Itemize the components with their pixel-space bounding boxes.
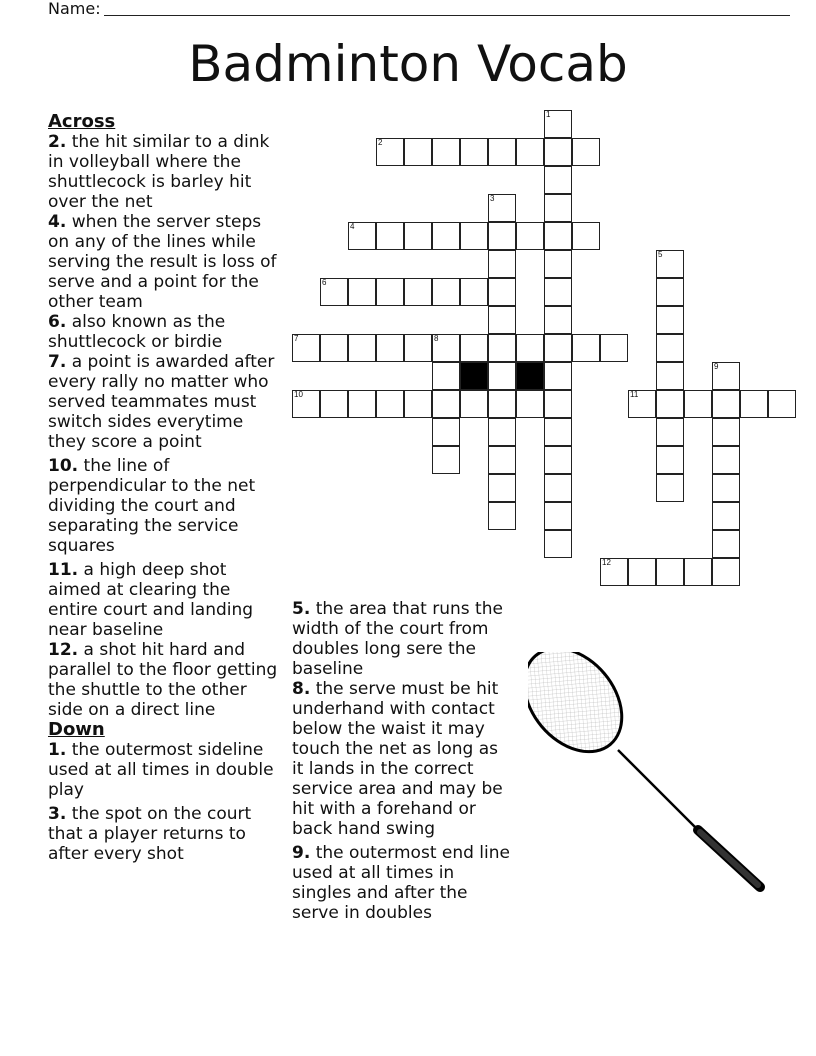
grid-cell[interactable]: [488, 222, 516, 250]
clue-number: 12.: [48, 640, 79, 660]
grid-cell[interactable]: [712, 502, 740, 530]
grid-cell[interactable]: [684, 558, 712, 586]
grid-cell[interactable]: [544, 278, 572, 306]
grid-cell[interactable]: [712, 362, 740, 390]
across-clue-2: [48, 132, 284, 212]
grid-cell[interactable]: [460, 222, 488, 250]
grid-cell[interactable]: [544, 390, 572, 418]
clue-number-label: 5: [658, 250, 663, 259]
grid-cell[interactable]: [712, 418, 740, 446]
clue-number: 7.: [48, 352, 67, 372]
grid-cell[interactable]: [656, 474, 684, 502]
grid-cell[interactable]: [404, 334, 432, 362]
grid-cell[interactable]: [460, 138, 488, 166]
down-clue-8: [292, 679, 514, 839]
grid-cell[interactable]: [712, 474, 740, 502]
down-clue-3: [48, 804, 284, 864]
grid-cell[interactable]: [544, 502, 572, 530]
across-clue-12: [48, 640, 284, 720]
grid-cell[interactable]: [404, 278, 432, 306]
clue-text: also known as the shuttlecock or birdie: [48, 312, 226, 352]
grid-cell[interactable]: [656, 362, 684, 390]
grid-cell[interactable]: [544, 334, 572, 362]
grid-cell[interactable]: [432, 362, 460, 390]
blocked-cell: [460, 362, 488, 390]
clue-number: 1.: [48, 740, 67, 760]
grid-cell[interactable]: [432, 222, 460, 250]
clue-text: a shot hit hard and parallel to the floor getting the shuttle to the other side on a direct line: [48, 640, 278, 720]
across-clue-4: [48, 212, 284, 312]
grid-cell[interactable]: [656, 306, 684, 334]
grid-cell[interactable]: [320, 278, 348, 306]
down-clue-5: [292, 599, 514, 679]
clue-number-label: 12: [602, 558, 611, 567]
down-clue-9: [292, 843, 514, 923]
grid-cell[interactable]: [432, 334, 460, 362]
grid-cell[interactable]: [488, 306, 516, 334]
grid-cell[interactable]: [684, 390, 712, 418]
grid-cell[interactable]: [544, 306, 572, 334]
blocked-cell: [516, 362, 544, 390]
badminton-racket-icon: [528, 652, 778, 902]
grid-cell[interactable]: [516, 138, 544, 166]
grid-cell[interactable]: [656, 390, 684, 418]
across-clue-11: [48, 560, 284, 640]
grid-cell[interactable]: [488, 194, 516, 222]
grid-cell[interactable]: [376, 390, 404, 418]
grid-cell[interactable]: [488, 334, 516, 362]
grid-cell[interactable]: [348, 278, 376, 306]
grid-cell[interactable]: [460, 334, 488, 362]
grid-cell[interactable]: [292, 334, 320, 362]
grid-cell[interactable]: [376, 334, 404, 362]
grid-cell[interactable]: [712, 530, 740, 558]
clue-text: when the server steps on any of the lines while serving the result is loss of serve and a point for the other team: [48, 212, 277, 312]
grid-cell[interactable]: [544, 362, 572, 390]
clue-number-label: 1: [546, 110, 551, 119]
grid-cell[interactable]: [488, 390, 516, 418]
clue-number-label: 3: [490, 194, 495, 203]
clue-number: 9.: [292, 843, 311, 863]
clue-number-label: 7: [294, 334, 299, 343]
clue-number: 2.: [48, 132, 67, 152]
grid-cell[interactable]: [488, 502, 516, 530]
clue-number-label: 4: [350, 222, 355, 231]
grid-cell[interactable]: [712, 558, 740, 586]
clue-number-label: 8: [434, 334, 439, 343]
grid-cell[interactable]: [516, 334, 544, 362]
grid-cell[interactable]: [544, 530, 572, 558]
clue-number: 11.: [48, 560, 79, 580]
grid-cell[interactable]: [656, 446, 684, 474]
clue-text: a point is awarded after every rally no matter who served teammates must switch sides everytime they score a point: [48, 352, 275, 452]
grid-cell[interactable]: [600, 334, 628, 362]
grid-cell[interactable]: [432, 138, 460, 166]
grid-cell[interactable]: [348, 390, 376, 418]
grid-cell[interactable]: [656, 558, 684, 586]
grid-cell[interactable]: [488, 418, 516, 446]
grid-cell[interactable]: [656, 334, 684, 362]
name-underline[interactable]: [104, 15, 790, 16]
grid-cell[interactable]: [656, 418, 684, 446]
grid-cell[interactable]: [488, 250, 516, 278]
grid-cell[interactable]: [292, 390, 320, 418]
grid-cell[interactable]: [348, 334, 376, 362]
grid-cell[interactable]: [572, 334, 600, 362]
clue-text: the serve must be hit underhand with contact below the waist it may touch the net as long as it lands in the correct service area and may be hit with a forehand or back hand swing: [292, 679, 503, 839]
grid-cell[interactable]: [320, 390, 348, 418]
grid-cell[interactable]: [656, 250, 684, 278]
grid-cell[interactable]: [432, 390, 460, 418]
grid-cell[interactable]: [404, 222, 432, 250]
clue-number-label: 11: [630, 390, 639, 399]
name-label: Name:: [48, 0, 101, 18]
grid-cell[interactable]: [488, 446, 516, 474]
grid-cell[interactable]: [712, 390, 740, 418]
clue-text: the outermost sideline used at all times in double play: [48, 740, 274, 800]
page-title: Badminton Vocab: [188, 35, 628, 93]
across-header: Across: [48, 111, 116, 132]
grid-cell[interactable]: [544, 250, 572, 278]
grid-cell[interactable]: [712, 446, 740, 474]
clue-column-right: [292, 599, 514, 927]
grid-cell[interactable]: [544, 446, 572, 474]
grid-cell[interactable]: [432, 278, 460, 306]
clue-number: 8.: [292, 679, 311, 699]
clue-number-label: 2: [378, 138, 383, 147]
clue-text: the line of perpendicular to the net dividing the court and separating the service squares: [48, 456, 256, 556]
grid-cell[interactable]: [460, 390, 488, 418]
grid-cell[interactable]: [572, 138, 600, 166]
grid-cell[interactable]: [628, 558, 656, 586]
grid-cell[interactable]: [740, 390, 768, 418]
grid-cell[interactable]: [432, 446, 460, 474]
grid-cell[interactable]: [320, 334, 348, 362]
clue-number: 10.: [48, 456, 79, 476]
clue-number-label: 10: [294, 390, 303, 399]
grid-cell[interactable]: [488, 474, 516, 502]
grid-cell[interactable]: [432, 418, 460, 446]
grid-cell[interactable]: [404, 390, 432, 418]
grid-cell[interactable]: [600, 558, 628, 586]
grid-cell[interactable]: [488, 362, 516, 390]
grid-cell[interactable]: [376, 278, 404, 306]
across-clue-6: [48, 312, 284, 352]
clue-text: the hit similar to a dink in volleyball where the shuttlecock is barley hit over the net: [48, 132, 270, 212]
grid-cell[interactable]: [544, 418, 572, 446]
grid-cell[interactable]: [544, 138, 572, 166]
grid-cell[interactable]: [488, 278, 516, 306]
grid-cell[interactable]: [572, 222, 600, 250]
grid-cell[interactable]: [460, 278, 488, 306]
clue-number: 6.: [48, 312, 67, 332]
down-header: Down: [48, 719, 105, 740]
grid-cell[interactable]: [656, 278, 684, 306]
grid-cell[interactable]: [768, 390, 796, 418]
grid-cell[interactable]: [404, 138, 432, 166]
grid-cell[interactable]: [348, 222, 376, 250]
clue-number: 5.: [292, 599, 311, 619]
clue-text: the outermost end line used at all times in singles and after the serve in doubles: [292, 843, 510, 923]
down-clue-1: [48, 740, 284, 800]
name-field[interactable]: [48, 0, 748, 18]
clue-number: 3.: [48, 804, 67, 824]
grid-cell[interactable]: [516, 390, 544, 418]
clue-column-left: [48, 112, 284, 868]
grid-cell[interactable]: [544, 222, 572, 250]
across-clue-7: [48, 352, 284, 452]
grid-cell[interactable]: [376, 138, 404, 166]
grid-cell[interactable]: [544, 194, 572, 222]
grid-cell[interactable]: [376, 222, 404, 250]
clue-text: a high deep shot aimed at clearing the entire court and landing near baseline: [48, 560, 254, 640]
across-clue-10: [48, 456, 284, 556]
grid-cell[interactable]: [544, 474, 572, 502]
clue-number-label: 9: [714, 362, 719, 371]
grid-cell[interactable]: [516, 222, 544, 250]
grid-cell[interactable]: [628, 390, 656, 418]
clue-text: the area that runs the width of the court from doubles long sere the baseline: [292, 599, 503, 679]
clue-number: 4.: [48, 212, 67, 232]
clue-number-label: 6: [322, 278, 327, 287]
grid-cell[interactable]: [488, 138, 516, 166]
grid-cell[interactable]: [544, 110, 572, 138]
grid-cell[interactable]: [544, 166, 572, 194]
clue-text: the spot on the court that a player returns to after every shot: [48, 804, 252, 864]
